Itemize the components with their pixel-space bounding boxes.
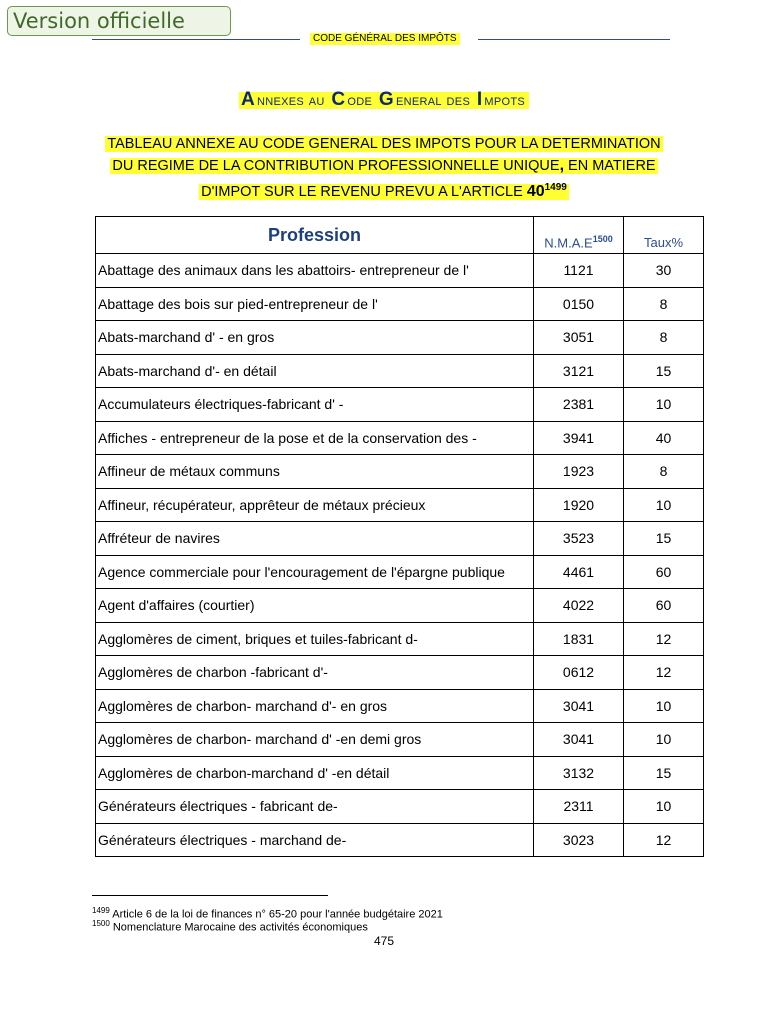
rate-cell: 8 xyxy=(624,287,704,321)
table-row xyxy=(96,421,704,455)
rate-cell: 12 xyxy=(624,656,704,690)
profession-cell: Agglomères de charbon -fabricant d'- xyxy=(96,656,534,690)
table-row xyxy=(96,354,704,388)
profession-cell: Abattage des animaux dans les abattoirs- entrepreneur de l' xyxy=(96,254,534,288)
table-row xyxy=(96,555,704,589)
nmae-code-cell: 1121 xyxy=(534,254,624,288)
nmae-code-cell: 1920 xyxy=(534,488,624,522)
profession-cell: Générateurs électriques - fabricant de- xyxy=(96,790,534,824)
rate-cell: 40 xyxy=(624,421,704,455)
annex-title: A nnexes au C ode G eneral des I mpots xyxy=(0,89,768,111)
profession-cell: Affineur, récupérateur, apprêteur de métaux précieux xyxy=(96,488,534,522)
running-header: CODE GÉNÉRAL DES IMPÔTS xyxy=(310,33,460,45)
footnote-1499: $^{1499}$ Article 6 de la loi de finances n° 65-20 pour l'année budgétaire 2021 xyxy=(92,906,443,921)
version-badge: Version officielle xyxy=(7,6,231,36)
table-row xyxy=(96,522,704,556)
profession-cell: Agent d'affaires (courtier) xyxy=(96,589,534,623)
header-nmae: $N.M.A.E^{1500}$ xyxy=(534,217,624,254)
rate-cell: 15 xyxy=(624,756,704,790)
rate-cell: 30 xyxy=(624,254,704,288)
header-rate: Taux% xyxy=(624,217,704,254)
profession-cell: Agglomères de charbon-marchand d' -en détail xyxy=(96,756,534,790)
rate-cell: 15 xyxy=(624,522,704,556)
profession-cell: Affiches - entrepreneur de la pose et de la conservation des - xyxy=(96,421,534,455)
nmae-code-cell: 3041 xyxy=(534,723,624,757)
nmae-code-cell: 3023 xyxy=(534,823,624,857)
nmae-code-cell: 3523 xyxy=(534,522,624,556)
rate-cell: 8 xyxy=(624,321,704,355)
table-row xyxy=(96,790,704,824)
rate-cell: 10 xyxy=(624,723,704,757)
nmae-code-cell: 3132 xyxy=(534,756,624,790)
footnote-1500: $^{1500}$ Nomenclature Marocaine des activités économiques xyxy=(92,919,368,934)
table-title-line-2: DU REGIME DE LA CONTRIBUTION PROFESSIONNELLE UNIQUE, EN MATIERE xyxy=(112,157,656,174)
footnote-rule xyxy=(92,895,328,896)
profession-cell: Agglomères de charbon- marchand d' -en demi gros xyxy=(96,723,534,757)
table-row xyxy=(96,254,704,288)
profession-cell: Agence commerciale pour l'encouragement de l'épargne publique xyxy=(96,555,534,589)
profession-cell: Abats-marchand d'- en détail xyxy=(96,354,534,388)
profession-cell: Générateurs électriques - marchand de- xyxy=(96,823,534,857)
table-title xyxy=(60,133,708,203)
table-title-line-3: D'IMPOT SUR LE REVENU PREVU A L'ARTICLE $40^{1499}$ xyxy=(201,182,567,200)
table-row xyxy=(96,388,704,422)
rate-cell: 10 xyxy=(624,689,704,723)
profession-cell: Affineur de métaux communs xyxy=(96,455,534,489)
table-row xyxy=(96,287,704,321)
nmae-code-cell: 1831 xyxy=(534,622,624,656)
rate-cell: 10 xyxy=(624,790,704,824)
table-header-row xyxy=(96,217,704,254)
rate-cell: 12 xyxy=(624,622,704,656)
nmae-code-cell: 4022 xyxy=(534,589,624,623)
profession-cell: Agglomères de ciment, briques et tuiles-fabricant d- xyxy=(96,622,534,656)
nmae-code-cell: 1923 xyxy=(534,455,624,489)
table-row xyxy=(96,689,704,723)
table-row xyxy=(96,589,704,623)
rate-cell: 8 xyxy=(624,455,704,489)
nmae-code-cell: 2381 xyxy=(534,388,624,422)
profession-table xyxy=(95,216,704,857)
table-row xyxy=(96,656,704,690)
table-row xyxy=(96,455,704,489)
rate-cell: 60 xyxy=(624,589,704,623)
page-number: 475 xyxy=(373,934,395,948)
rate-cell: 15 xyxy=(624,354,704,388)
table-row xyxy=(96,723,704,757)
profession-cell: Accumulateurs électriques-fabricant d' - xyxy=(96,388,534,422)
table-row xyxy=(96,321,704,355)
nmae-code-cell: 0612 xyxy=(534,656,624,690)
article-footnote-ref: 1499 xyxy=(544,182,567,193)
table-title-line-1: TABLEAU ANNEXE AU CODE GENERAL DES IMPOTS POUR LA DETERMINATION xyxy=(107,136,661,152)
rate-cell: 60 xyxy=(624,555,704,589)
nmae-code-cell: 3121 xyxy=(534,354,624,388)
table-row xyxy=(96,823,704,857)
header-profession: Profession xyxy=(96,217,534,254)
nmae-code-cell: 3051 xyxy=(534,321,624,355)
table-row xyxy=(96,622,704,656)
profession-cell: Agglomères de charbon- marchand d'- en gros xyxy=(96,689,534,723)
header-rule-right xyxy=(478,39,670,40)
table-row xyxy=(96,488,704,522)
rate-cell: 10 xyxy=(624,488,704,522)
nmae-code-cell: 0150 xyxy=(534,287,624,321)
table-row xyxy=(96,756,704,790)
header-rule-left xyxy=(92,39,300,40)
rate-cell: 10 xyxy=(624,388,704,422)
rate-cell: 12 xyxy=(624,823,704,857)
nmae-code-cell: 3941 xyxy=(534,421,624,455)
nmae-code-cell: 4461 xyxy=(534,555,624,589)
profession-cell: Abattage des bois sur pied-entrepreneur de l' xyxy=(96,287,534,321)
profession-cell: Affréteur de navires xyxy=(96,522,534,556)
nmae-code-cell: 2311 xyxy=(534,790,624,824)
nmae-code-cell: 3041 xyxy=(534,689,624,723)
article-number: 40 xyxy=(526,182,545,200)
profession-cell: Abats-marchand d' - en gros xyxy=(96,321,534,355)
